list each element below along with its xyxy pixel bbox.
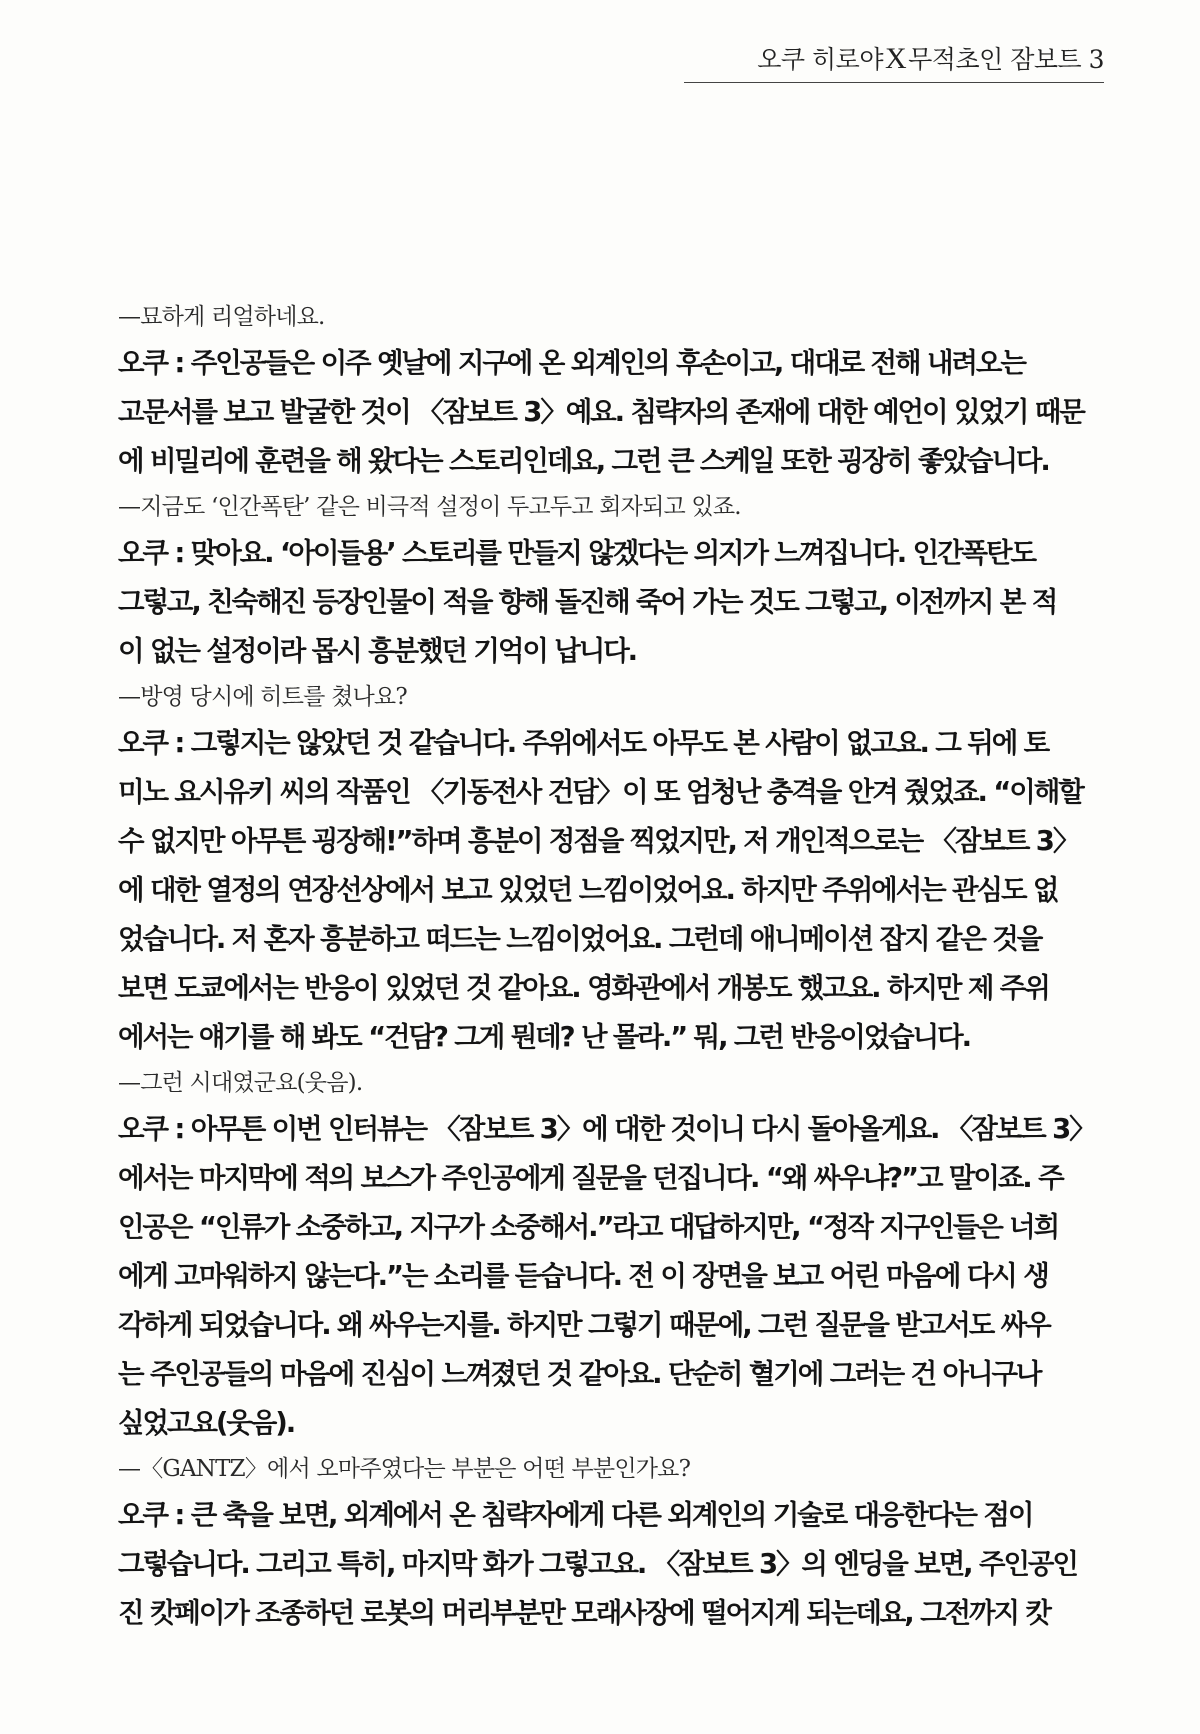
line-text: 에서는 마지막에 적의 보스가 주인공에게 질문을 던집니다. “왜 싸우냐?”고 말이죠. 주 — [118, 1162, 1063, 1194]
answer-line — [118, 578, 1057, 627]
running-header — [684, 40, 1104, 83]
answer-line — [118, 1105, 1095, 1154]
line-text: 고문서를 보고 발굴한 것이 〈잠보트 3〉예요. 침략자의 존재에 대한 예언이 있었기 때문 — [118, 396, 1084, 428]
header-title: 무적초인 잠보트 3 — [908, 45, 1104, 74]
line-text: 각하게 되었습니다. 왜 싸우는지를. 하지만 그렇기 때문에, 그런 질문을 받고서도 싸우 — [118, 1309, 1050, 1341]
header-author: 오쿠 히로야 — [757, 45, 883, 74]
line-text: 에서는 얘기를 해 봐도 “건담? 그게 뭔데? 난 몰라.” 뭐, 그런 반응이었습니다. — [118, 1021, 970, 1053]
line-text: 싶었고요(웃음). — [118, 1407, 295, 1439]
line-text: —그런 시대였군요(웃음). — [118, 1070, 363, 1096]
speaker-label: 오쿠 : — [118, 1113, 184, 1145]
line-text: 미노 요시유키 씨의 작품인 〈기동전사 건담〉이 또 엄청난 충격을 안겨 줬었죠. “이해할 — [118, 776, 1083, 808]
answer-line — [118, 915, 1042, 964]
line-text: —묘하게 리얼하네요. — [118, 304, 325, 330]
speaker-label: 오쿠 : — [118, 727, 184, 759]
answer-line — [118, 1154, 1063, 1203]
answer-line — [118, 529, 1035, 578]
speaker-label: 오쿠 : — [118, 537, 184, 569]
interview-text — [118, 296, 1095, 1638]
interviewer-question-line — [118, 676, 950, 719]
answer-line — [118, 627, 950, 676]
line-text: 에게 고마워하지 않는다.”는 소리를 듣습니다. 전 이 장면을 보고 어린 마음에 다시 생 — [118, 1260, 1048, 1292]
line-text: 주인공들은 이주 옛날에 지구에 온 외계인의 후손이고, 대대로 전해 내려오는 — [183, 347, 1025, 379]
answer-line — [118, 1301, 1050, 1350]
answer-line — [118, 964, 1049, 1013]
speaker-label: 오쿠 : — [118, 1499, 184, 1531]
line-text: 는 주인공들의 마음에 진심이 느껴졌던 것 같아요. 단순히 혈기에 그러는 건 아니구나 — [118, 1358, 1041, 1390]
line-text: 그렇고, 친숙해진 등장인물이 적을 향해 돌진해 죽어 가는 것도 그렇고, 이전까지 본 적 — [118, 586, 1057, 618]
answer-line — [118, 1350, 1041, 1399]
line-text: —지금도 ‘인간폭탄’ 같은 비극적 설정이 두고두고 회자되고 있죠. — [118, 494, 741, 520]
answer-line — [118, 817, 1079, 866]
line-text: 에 대한 열정의 연장선상에서 보고 있었던 느낌이었어요. 하지만 주위에서는 관심도 없 — [118, 874, 1058, 906]
answer-line — [118, 1252, 1048, 1301]
answer-line — [118, 1540, 1077, 1589]
line-text: —방영 당시에 히트를 쳤나요? — [118, 684, 407, 710]
answer-line — [118, 1399, 950, 1448]
answer-line — [118, 437, 1049, 486]
answer-line — [118, 768, 1083, 817]
answer-line — [118, 1589, 1050, 1638]
line-text: 었습니다. 저 혼자 흥분하고 떠드는 느낌이었어요. 그런데 애니메이션 잡지 같은 것을 — [118, 923, 1042, 955]
answer-line — [118, 1203, 1059, 1252]
answer-line — [118, 339, 1025, 388]
interviewer-question-line — [118, 1062, 950, 1105]
line-text: 보면 도쿄에서는 반응이 있었던 것 같아요. 영화관에서 개봉도 했고요. 하지만 제 주위 — [118, 972, 1049, 1004]
line-text: 수 없지만 아무튼 굉장해!”하며 흥분이 정점을 찍었지만, 저 개인적으로는 〈잠보트 3〉 — [118, 825, 1079, 857]
interviewer-question-line — [118, 486, 950, 529]
line-text: 그렇지는 않았던 것 같습니다. 주위에서도 아무도 본 사람이 없고요. 그 뒤에 토 — [183, 727, 1049, 759]
header-separator: X — [884, 42, 907, 75]
line-text: 에 비밀리에 훈련을 해 왔다는 스토리인데요, 그런 큰 스케일 또한 굉장히 좋았습니다. — [118, 445, 1049, 477]
answer-line — [118, 388, 1084, 437]
answer-line — [118, 1013, 970, 1062]
answer-line — [118, 866, 1058, 915]
line-text: 그렇습니다. 그리고 특히, 마지막 화가 그렇고요. 〈잠보트 3〉의 엔딩을 보면, 주인공인 — [118, 1548, 1077, 1580]
answer-line — [118, 719, 1049, 768]
answer-line — [118, 1491, 1033, 1540]
line-text: 이 없는 설정이라 몹시 흥분했던 기억이 납니다. — [118, 635, 637, 667]
line-text: —〈GANTZ〉에서 오마주였다는 부분은 어떤 부분인가요? — [118, 1456, 691, 1482]
line-text: 인공은 “인류가 소중하고, 지구가 소중해서.”라고 대답하지만, “정작 지구인들은 너희 — [118, 1211, 1059, 1243]
interviewer-question-line — [118, 1448, 950, 1491]
speaker-label: 오쿠 : — [118, 347, 184, 379]
interviewer-question-line — [118, 296, 950, 339]
line-text: 맞아요. ‘아이들용’ 스토리를 만들지 않겠다는 의지가 느껴집니다. 인간폭탄도 — [183, 537, 1035, 569]
line-text: 아무튼 이번 인터뷰는 〈잠보트 3〉에 대한 것이니 다시 돌아올게요. 〈잠보트 3〉 — [183, 1113, 1095, 1145]
line-text: 진 캇페이가 조종하던 로봇의 머리부분만 모래사장에 떨어지게 되는데요, 그전까지 캇 — [118, 1597, 1050, 1629]
line-text: 큰 축을 보면, 외계에서 온 침략자에게 다른 외계인의 기술로 대응한다는 점이 — [183, 1499, 1033, 1531]
